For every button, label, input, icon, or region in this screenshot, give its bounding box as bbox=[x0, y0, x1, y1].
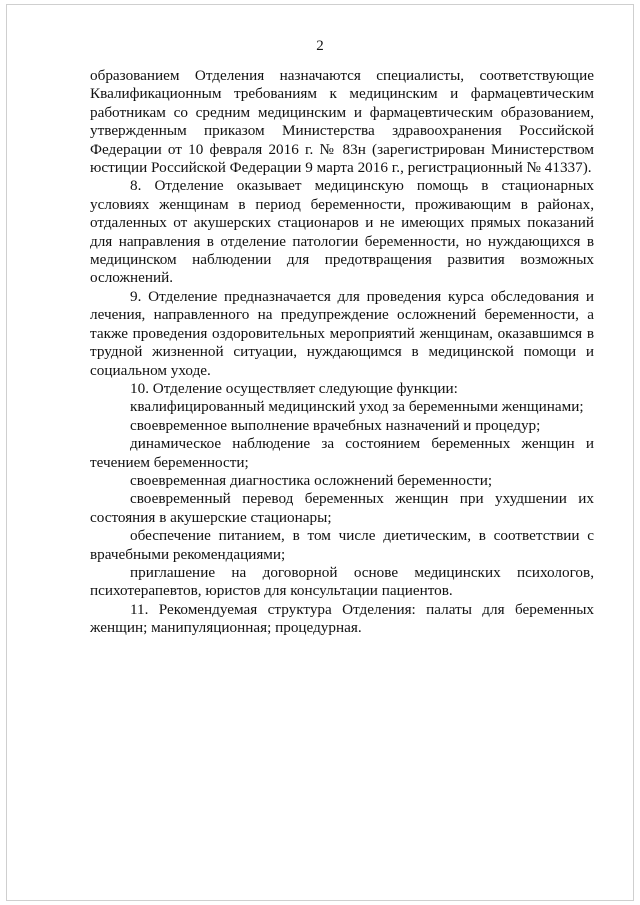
function-item: обеспечение питанием, в том числе диетическим, в соответствии с врачебными рекомендациями; bbox=[90, 527, 594, 563]
page-number: 2 bbox=[316, 38, 324, 54]
paragraph-11: 11. Рекомендуемая структура Отделения: палаты для беременных женщин; манипуляционная; процедурная. bbox=[90, 600, 594, 637]
function-item: приглашение на договорной основе медицинских психологов, психотерапевтов, юристов для консультации пациентов. bbox=[90, 563, 594, 600]
paragraph-9: 9. Отделение предназначается для проведения курса обследования и лечения, направленного на предупреждение осложнений беременности, а также проведения оздоровительных мероприятий женщинам, оказавшимся в трудной жизненной ситуации, нуждающимся в медицинской помощи и социальном уходе. bbox=[90, 287, 594, 379]
function-item: динамическое наблюдение за состоянием беременных женщин и течением беременности; bbox=[90, 435, 594, 471]
function-item: своевременная диагностика осложнений беременности; bbox=[130, 471, 493, 489]
paragraph-7-continuation: образованием Отделения назначаются специалисты, соответствующие Квалификационным требованиям к медицинским и фармацевтическим работникам со средним медицинским и фармацевтическим образованием, утвержденным приказом Министерства здравоохранения Российской Федерации от 10 февраля 2016 г. № 83н (зарегистрирован Министерством юстиции Российской Федерации 9 марта 2016 г., регистрационный № 41337). bbox=[90, 67, 594, 177]
document-body bbox=[90, 67, 594, 638]
paragraph-10-heading: 10. Отделение осуществляет следующие функции: bbox=[130, 379, 458, 397]
function-item: квалифицированный медицинский уход за беременными женщинами; bbox=[130, 398, 584, 416]
function-item: своевременный перевод беременных женщин при ухудшении их состояния в акушерские стационары; bbox=[90, 490, 594, 526]
paragraph-8: 8. Отделение оказывает медицинскую помощь в стационарных условиях женщинам в период беременности, проживающим в районах, отдаленных от акушерских стационаров и не имеющих прямых показаний для направления в отделение патологии беременности, но нуждающихся в медицинском наблюдении для предотвращения развития возможных осложнений. bbox=[90, 177, 594, 287]
function-item: своевременное выполнение врачебных назначений и процедур; bbox=[130, 416, 541, 434]
